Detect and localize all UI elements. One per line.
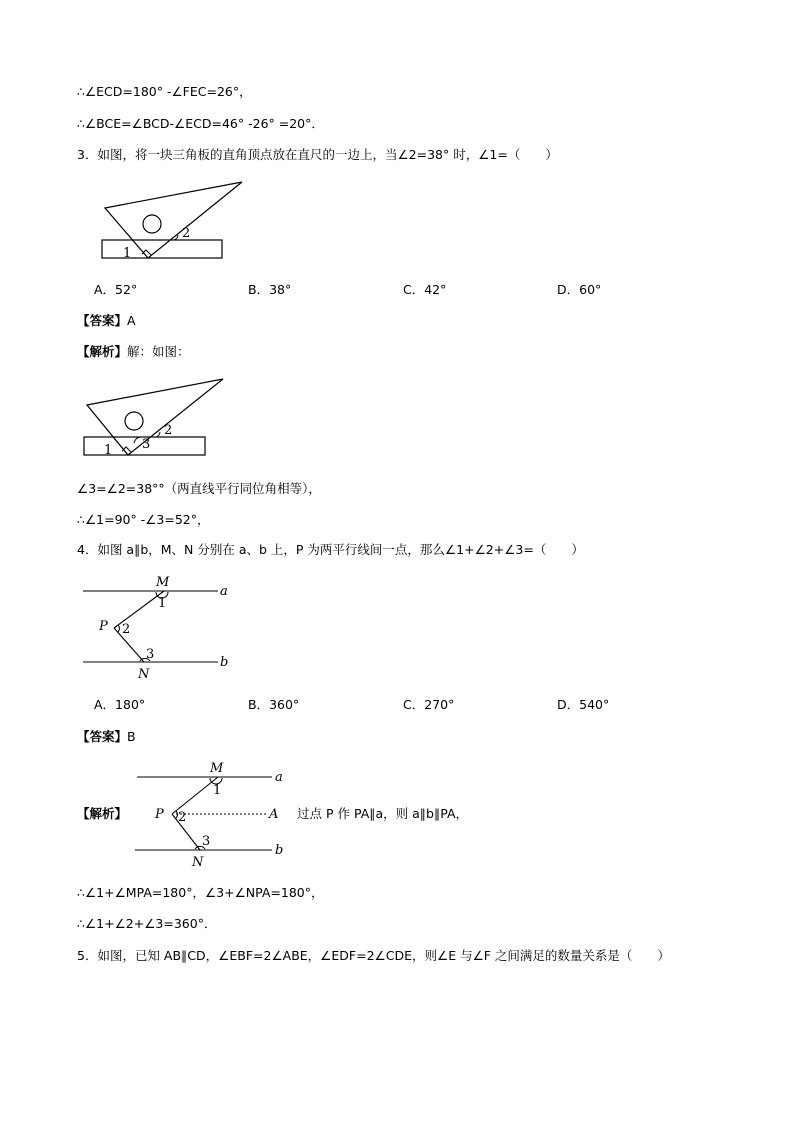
q3-choice-c[interactable]: C．42° [403, 282, 447, 297]
figure-q4-label-1: 1 [158, 596, 167, 611]
q3-answer-value: A [127, 313, 136, 328]
q4-analysis-label: 【解析】 [77, 806, 128, 821]
q3-choice-b[interactable]: B．38° [248, 282, 292, 297]
figure-q3b-arc-3 [134, 437, 140, 443]
q3-step-2: ∴∠1=90° -∠3=52°， [77, 512, 210, 527]
q3-step-1: ∠3=∠2=38°°（两直线平行同位角相等）， [77, 481, 321, 496]
figure-q3b-label-3: 3 [142, 437, 151, 452]
figure-q4b-label-2: 2 [178, 810, 187, 825]
figure-q4b-label-3: 3 [202, 834, 211, 849]
figure-q3b-right-angle [122, 447, 131, 452]
question-5: 5．如图，已知 AB∥CD，∠EBF=2∠ABE，∠EDF=2∠CDE，则∠E 与∠F 之间满足的数量关系是（ ） [77, 948, 670, 963]
figure-q4b-label-P: P [155, 807, 164, 822]
figure-q3-right-angle [142, 250, 151, 255]
q3-analysis [77, 344, 190, 360]
q3-choice-d[interactable]: D．60° [557, 282, 602, 297]
figure-q4 [80, 572, 240, 684]
figure-q3-hole [143, 215, 161, 233]
figure-q3 [98, 178, 248, 268]
figure-q4b-label-M: M [210, 761, 224, 776]
question-3: 3．如图，将一块三角板的直角顶点放在直尺的一边上，当∠2=38° 时，∠1=（ ） [77, 147, 558, 162]
q4-answer-label: 【答案】 [77, 729, 128, 744]
figure-q3-ruler [102, 240, 222, 258]
figure-q3b-hole [125, 412, 143, 430]
figure-q4b-seg-mp [172, 777, 218, 814]
figure-q4-label-M: M [156, 575, 170, 590]
figure-q4b-label-N: N [192, 855, 204, 870]
figure-q4-label-N: N [138, 667, 150, 682]
figure-q4b-label-A: A [269, 807, 279, 822]
q4-analysis-text: 过点 P 作 PA∥a，则 a∥b∥PA， [297, 806, 469, 821]
figure-q3b-label-2: 2 [164, 423, 173, 438]
figure-q4-arc-2 [118, 625, 119, 632]
figure-q4-label-P: P [99, 619, 108, 634]
figure-q3-label-2: 2 [182, 226, 191, 241]
q3-answer [77, 313, 136, 329]
text-line-bce: ∴∠BCE=∠BCD-∠ECD=46° -26° =20°． [77, 116, 324, 131]
figure-q3-label-1: 1 [123, 246, 132, 261]
q4-choice-c[interactable]: C．270° [403, 697, 455, 712]
figure-q4-label-b: b [220, 655, 229, 670]
figure-q3b-label-1: 1 [104, 443, 113, 458]
q3-analysis-text: 解：如图： [127, 344, 190, 359]
question-4: 4．如图 a∥b，M、N 分别在 a、b 上，P 为两平行线间一点，那么∠1+∠2+∠3=（ ） [77, 542, 584, 557]
q4-choice-b[interactable]: B．360° [248, 697, 300, 712]
q4-answer-value: B [127, 729, 136, 744]
q3-answer-label: 【答案】 [77, 313, 128, 328]
q4-choice-d[interactable]: D．540° [557, 697, 610, 712]
figure-q4-label-3: 3 [146, 647, 155, 662]
figure-q4b-label-1: 1 [213, 783, 222, 798]
text-line-ecd: ∴∠ECD=180° -∠FEC=26°， [77, 84, 252, 99]
q3-analysis-label: 【解析】 [77, 344, 128, 359]
q4-step-2: ∴∠1+∠2+∠3=360°． [77, 916, 217, 931]
q4-step-1: ∴∠1+∠MPA=180°，∠3+∠NPA=180°， [77, 885, 324, 900]
figure-q4b-label-a: a [275, 770, 283, 785]
q3-choice-a[interactable]: A．52° [94, 282, 138, 297]
figure-q4-label-2: 2 [122, 622, 131, 637]
figure-q4-label-a: a [220, 584, 228, 599]
figure-q4-analysis [134, 757, 294, 872]
q4-choice-a[interactable]: A．180° [94, 697, 146, 712]
q4-answer [77, 729, 136, 745]
figure-q3-analysis [82, 375, 232, 465]
figure-q4b-label-b: b [275, 843, 284, 858]
